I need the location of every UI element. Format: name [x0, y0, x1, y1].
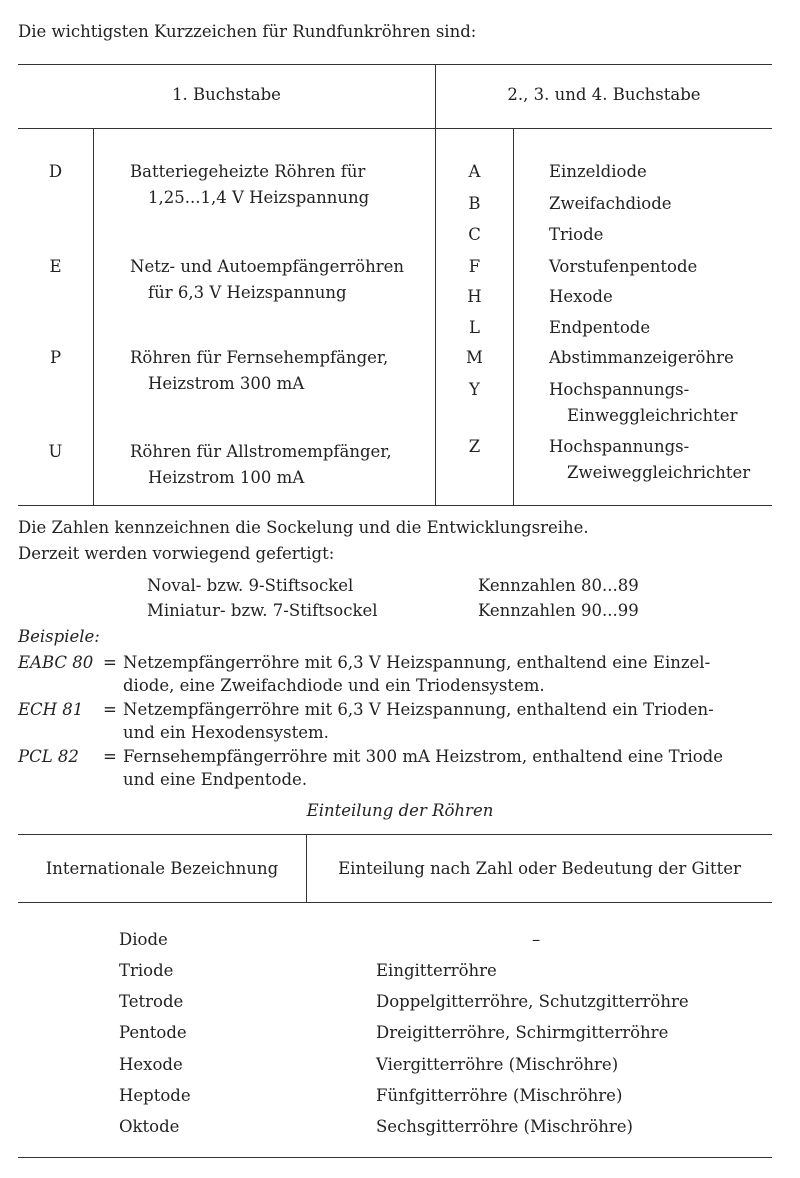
table1-bottom-rule — [18, 505, 772, 506]
socket-name: Miniatur- bzw. 7-Stiftsockel — [147, 601, 378, 620]
socket-codes: Kennzahlen 90...99 — [478, 601, 639, 620]
numbers-text: Derzeit werden vorwiegend gefertigt: — [18, 544, 335, 563]
table2-caption: Einteilung der Röhren — [306, 801, 494, 820]
example-equals: = — [103, 653, 117, 672]
other-letter-desc: Abstimmanzeigeröhre — [549, 348, 734, 367]
table1-header-other-letters: 2., 3. und 4. Buchstabe — [507, 85, 701, 104]
tube-type-desc: – — [532, 930, 541, 949]
example-text: Fernsehempfängerröhre mit 300 mA Heizstrom, enthaltend eine Triode — [123, 747, 724, 766]
first-letter-desc: Röhren für Fernsehempfänger, — [130, 348, 389, 367]
tube-type-desc: Dreigitterröhre, Schirmgitterröhre — [376, 1023, 669, 1042]
tube-type-name: Hexode — [119, 1055, 183, 1074]
first-letter-desc: Röhren für Allstromempfänger, — [130, 442, 392, 461]
socket-name: Noval- bzw. 9-Stiftsockel — [147, 576, 354, 595]
table2-top-rule — [18, 834, 772, 835]
table2-bottom-rule — [18, 1157, 772, 1158]
other-letter-desc: Einzeldiode — [549, 162, 647, 181]
other-letter-desc: Einweggleichrichter — [567, 406, 738, 425]
tube-type-name: Pentode — [119, 1023, 187, 1042]
tube-type-desc: Viergitterröhre (Mischröhre) — [376, 1055, 619, 1074]
examples-heading: Beispiele: — [18, 627, 100, 646]
tube-type-name: Tetrode — [119, 992, 184, 1011]
other-letter-code: B — [468, 194, 481, 213]
table1-header-rule — [18, 128, 772, 129]
other-letter-code: C — [468, 225, 481, 244]
table1-left-subdivider — [93, 128, 94, 505]
example-text: Netzempfängerröhre mit 6,3 V Heizspannung, enthaltend eine Einzel- — [123, 653, 711, 672]
other-letter-code: F — [468, 257, 481, 276]
tube-type-desc: Fünfgitterröhre (Mischröhre) — [376, 1086, 623, 1105]
first-letter-desc: Batteriegeheizte Röhren für — [130, 162, 366, 181]
other-letter-code: Z — [468, 437, 481, 456]
example-text: diode, eine Zweifachdiode und ein Triodensystem. — [123, 676, 545, 695]
other-letter-desc: Zweifachdiode — [549, 194, 672, 213]
table1-header-first-letter: 1. Buchstabe — [172, 85, 281, 104]
first-letter-desc: Netz- und Autoempfängerröhren — [130, 257, 404, 276]
first-letter-code: D — [48, 162, 63, 181]
other-letter-desc: Hochspannungs- — [549, 437, 690, 456]
first-letter-code: E — [49, 257, 62, 276]
other-letter-code: M — [466, 348, 483, 367]
tube-type-name: Diode — [119, 930, 168, 949]
other-letter-desc: Endpentode — [549, 318, 651, 337]
other-letter-code: H — [467, 287, 482, 306]
example-code: EABC 80 — [18, 653, 94, 672]
tube-type-desc: Sechsgitterröhre (Mischröhre) — [376, 1117, 633, 1136]
socket-codes: Kennzahlen 80...89 — [478, 576, 639, 595]
example-equals: = — [103, 747, 117, 766]
tube-type-name: Triode — [119, 961, 174, 980]
example-code: PCL 82 — [18, 747, 79, 766]
table2-header-rule — [18, 902, 772, 903]
table1-top-rule — [18, 64, 772, 65]
example-text: und eine Endpentode. — [123, 770, 308, 789]
other-letter-desc: Zweiweggleichrichter — [567, 463, 751, 482]
first-letter-code: P — [49, 348, 62, 367]
tube-type-desc: Doppelgitterröhre, Schutzgitterröhre — [376, 992, 689, 1011]
intro-text: Die wichtigsten Kurzzeichen für Rundfunkröhren sind: — [18, 22, 477, 41]
other-letter-code: Y — [469, 380, 480, 399]
first-letter-desc: 1,25...1,4 V Heizspannung — [148, 188, 370, 207]
first-letter-desc: für 6,3 V Heizspannung — [148, 283, 347, 302]
example-text: Netzempfängerröhre mit 6,3 V Heizspannung, enthaltend ein Trioden- — [123, 700, 714, 719]
table2-header-left: Internationale Bezeichnung — [45, 859, 279, 878]
other-letter-desc: Triode — [549, 225, 604, 244]
example-text: und ein Hexodensystem. — [123, 723, 329, 742]
example-equals: = — [103, 700, 117, 719]
example-code: ECH 81 — [18, 700, 84, 719]
numbers-text: Die Zahlen kennzeichnen die Sockelung und die Entwicklungsreihe. — [18, 518, 589, 537]
first-letter-desc: Heizstrom 100 mA — [148, 468, 305, 487]
other-letter-desc: Hochspannungs- — [549, 380, 690, 399]
first-letter-desc: Heizstrom 300 mA — [148, 374, 305, 393]
other-letter-desc: Hexode — [549, 287, 613, 306]
table1-right-subdivider — [513, 128, 514, 505]
other-letter-code: L — [469, 318, 480, 337]
table2-header-right: Einteilung nach Zahl oder Bedeutung der Gitter — [338, 859, 741, 878]
other-letter-code: A — [468, 162, 481, 181]
tube-type-desc: Eingitterröhre — [376, 961, 497, 980]
first-letter-code: U — [48, 442, 63, 461]
tube-type-name: Heptode — [119, 1086, 191, 1105]
other-letter-desc: Vorstufenpentode — [549, 257, 698, 276]
tube-type-name: Oktode — [119, 1117, 180, 1136]
